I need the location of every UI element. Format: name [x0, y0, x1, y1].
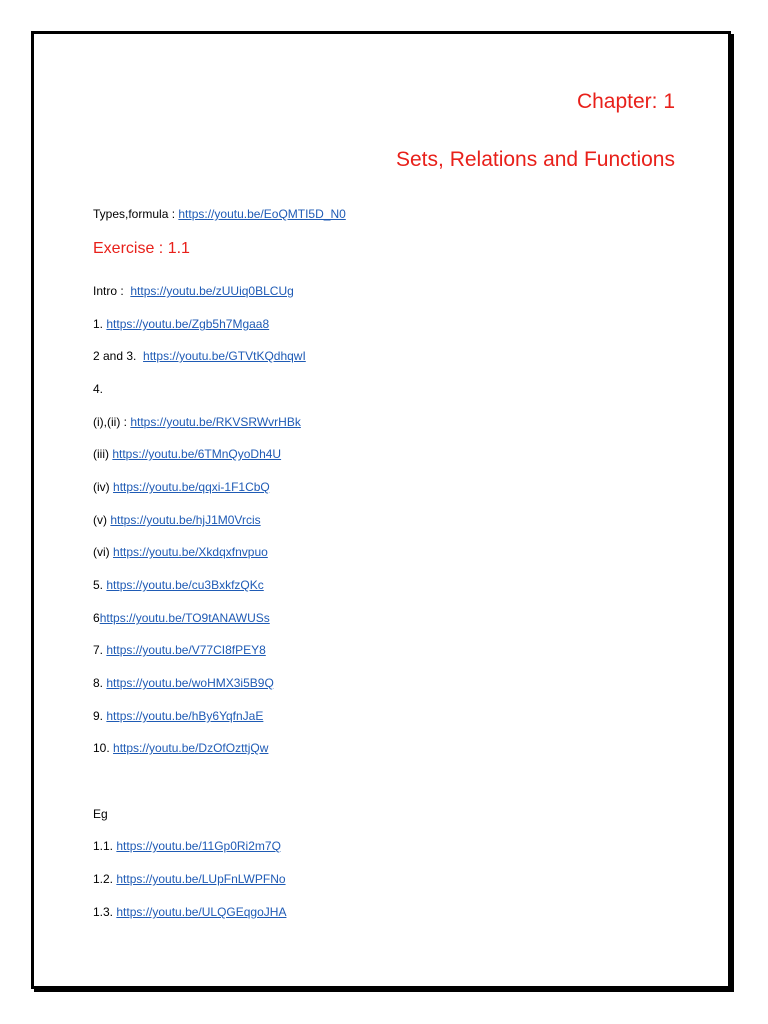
exercise-item-6 [93, 611, 270, 625]
item-label: 2 and 3. [93, 349, 137, 363]
exercise-item-4 [93, 382, 103, 396]
exercise-item-4-v [93, 513, 261, 527]
types-formula-line [93, 207, 346, 221]
item-label: 1.3. [93, 905, 114, 919]
item-label: (i),(ii) : [93, 415, 127, 429]
video-link[interactable]: https://youtu.be/Zgb5h7Mgaa8 [106, 317, 270, 331]
video-link[interactable]: https://youtu.be/LUpFnLWPFNo [116, 872, 286, 886]
exercise-item-intro [93, 284, 294, 298]
item-label: 1. [93, 317, 104, 331]
video-link[interactable]: https://youtu.be/qqxi-1F1CbQ [113, 480, 270, 494]
video-link[interactable]: https://youtu.be/TO9tANAWUSs [99, 611, 270, 625]
video-link[interactable]: https://youtu.be/zUUiq0BLCUg [130, 284, 294, 298]
video-link[interactable]: https://youtu.be/GTVtKQdhqwI [143, 349, 306, 363]
item-label: (v) [93, 513, 107, 527]
item-label: 8. [93, 676, 104, 690]
exercise-item-9 [93, 709, 263, 723]
exercise-item-4-iii [93, 447, 281, 461]
video-link[interactable]: https://youtu.be/6TMnQyoDh4U [112, 447, 282, 461]
exercise-item-5 [93, 578, 264, 592]
exercise-item-1 [93, 317, 269, 331]
item-label: 1.1. [93, 839, 114, 853]
item-label: Intro : [93, 284, 124, 298]
item-label: 9. [93, 709, 104, 723]
eg-item-1-2 [93, 872, 286, 886]
video-link[interactable]: https://youtu.be/Xkdqxfnvpuo [113, 545, 268, 559]
video-link[interactable]: https://youtu.be/V77CI8fPEY8 [106, 643, 266, 657]
item-label: 7. [93, 643, 104, 657]
types-formula-link[interactable]: https://youtu.be/EoQMTI5D_N0 [178, 207, 346, 221]
item-label: 4. [93, 382, 104, 396]
video-link[interactable]: https://youtu.be/RKVSRWvrHBk [130, 415, 301, 429]
exercise-item-4-vi [93, 545, 268, 559]
video-link[interactable]: https://youtu.be/hBy6YqfnJaE [106, 709, 264, 723]
item-label: (iv) [93, 480, 110, 494]
eg-item-1-1 [93, 839, 281, 853]
exercise-item-2-3 [93, 349, 306, 363]
eg-item-1-3 [93, 905, 286, 919]
exercise-heading: Exercise : 1.1 [93, 240, 190, 257]
exercise-item-10 [93, 741, 268, 755]
eg-heading: Eg [93, 807, 108, 821]
exercise-item-4-i-ii [93, 415, 301, 429]
types-formula-label: Types,formula : [93, 207, 176, 221]
item-label: (iii) [93, 447, 109, 461]
video-link[interactable]: https://youtu.be/ULQGEqgoJHA [116, 905, 287, 919]
exercise-item-8 [93, 676, 274, 690]
video-link[interactable]: https://youtu.be/11Gp0Ri2m7Q [116, 839, 281, 853]
item-label: 1.2. [93, 872, 114, 886]
item-label: 10. [93, 741, 110, 755]
item-label: 5. [93, 578, 104, 592]
exercise-item-4-iv [93, 480, 270, 494]
video-link[interactable]: https://youtu.be/cu3BxkfzQKc [106, 578, 264, 592]
video-link[interactable]: https://youtu.be/DzOfOzttjQw [113, 741, 269, 755]
chapter-title: Sets, Relations and Functions [396, 148, 675, 171]
video-link[interactable]: https://youtu.be/hjJ1M0Vrcis [110, 513, 261, 527]
item-label: 6 [93, 611, 100, 625]
exercise-item-7 [93, 643, 266, 657]
item-label: (vi) [93, 545, 110, 559]
chapter-number: Chapter: 1 [576, 90, 675, 113]
video-link[interactable]: https://youtu.be/woHMX3i5B9Q [106, 676, 274, 690]
